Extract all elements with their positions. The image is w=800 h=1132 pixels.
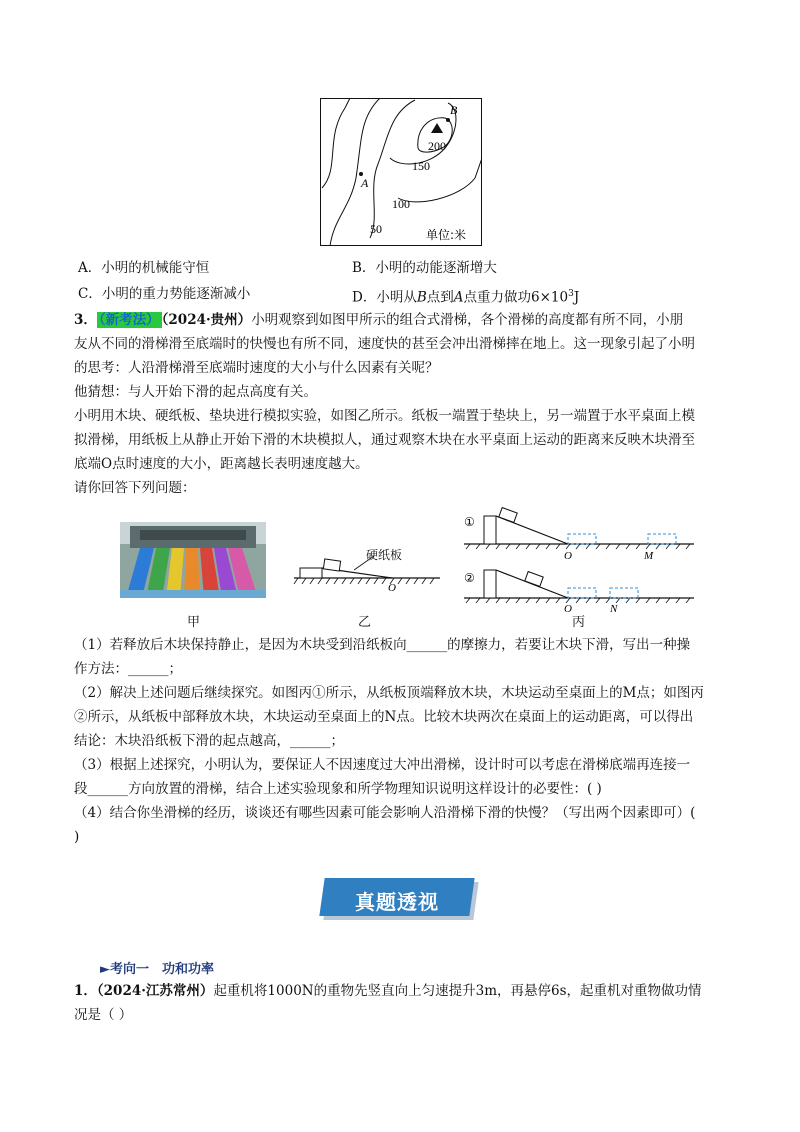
question-text: 小明观察到如图甲所示的组合式滑梯，各个滑梯的高度都有所不同，小朋: [251, 312, 684, 328]
figure-label-bing: 丙: [572, 615, 586, 630]
contour-label-150: 150: [412, 159, 430, 173]
question-3-line-8: 请你回答下列问题：: [74, 480, 196, 496]
figure-label-jia: 甲: [187, 615, 201, 630]
ramp-diagram-bing: [462, 506, 696, 612]
ramp-yi-o-label: O: [388, 582, 396, 594]
question-3-line-2: 友从不同的滑梯滑至底端时的快慢也有所不同，速度快的甚至会冲出滑梯摔在地上。这一现象引起了小明: [74, 336, 695, 352]
new-method-tag: （新考法）: [98, 312, 160, 328]
sub-question-4-line-1: （4）结合你坐滑梯的经历，谈谈还有哪些因素可能会影响人沿滑梯下滑的快慢？（写出两个因素即可）(: [74, 805, 696, 821]
contour-label-50: 50: [370, 222, 382, 236]
bing-label-1: ①: [464, 515, 475, 529]
option-b: B．小明的动能逐渐增大: [352, 260, 497, 276]
sub-question-2-line-2: ②所示，从纸板中部释放木块，木块运动至桌面上的N点。比较木块两次在桌面上的运动距离，可以得出: [74, 709, 694, 725]
bing-o-label-bottom: O: [564, 603, 572, 612]
question-3-line-5: 小明用木块、硬纸板、垫块进行模拟实验，如图乙所示。纸板一端置于垫块上，另一端置于水平桌面上模: [74, 408, 695, 424]
sub-question-2-line-3: 结论：木块沿纸板下滑的起点越高，______；: [74, 733, 344, 749]
sub-question-3-line-1: （3）根据上述探究，小明认为，要保证人不因速度过大冲出滑梯，设计时可以考虑在滑梯底端再连接一: [74, 757, 691, 773]
option-d-a: A: [453, 289, 464, 306]
sub-question-4-line-2: ): [74, 829, 80, 845]
question-source: （2024·贵州）: [161, 312, 252, 328]
question-3-line-7: 底端O点时速度的大小，距离越长表明速度越大。: [74, 456, 369, 472]
contour-map-figure: [320, 98, 482, 246]
question-3-line-6: 拟滑梯，用纸板上从静止开始下滑的木块模拟人，通过观察木块在水平桌面上运动的距离来反映木块滑至: [74, 432, 695, 448]
map-label-b: B: [450, 103, 458, 117]
option-a: A．小明的机械能守恒: [78, 260, 210, 276]
option-d-prefix: D．小明从: [352, 289, 417, 306]
question-1-line-1: [74, 981, 702, 1001]
slide-photo: [120, 522, 266, 598]
banner-title: 真题透视: [355, 890, 439, 914]
map-unit-label: 单位:米: [426, 228, 467, 242]
question-1-source: （2024·江苏常州）: [96, 983, 214, 999]
point-b-dot: [446, 118, 450, 122]
map-label-a: A: [361, 176, 369, 190]
option-d: [352, 284, 579, 308]
bing-label-2: ②: [464, 571, 475, 585]
question-1-line-2: 况是（ ）: [74, 1007, 133, 1023]
question-1-text: 起重机将1000N的重物先竖直向上匀速提升3m，再悬停6s，起重机对重物做功情: [213, 983, 702, 999]
bing-m-label: M: [644, 550, 654, 562]
sub-question-1-line-1: （1）若释放后木块保持静止，是因为木块受到沿纸板向______的摩擦力，若要让木块下滑，写出一种操: [74, 637, 691, 653]
question-3-line-1: [74, 310, 683, 330]
hard-board-label: 硬纸板: [366, 548, 403, 562]
option-c: C．小明的重力势能逐渐减小: [78, 286, 251, 302]
sub-question-3-line-2: 段______方向放置的滑梯，结合上述实验现象和所学物理知识说明这样设计的必要性：( ): [74, 781, 602, 797]
option-d-b: B: [416, 289, 427, 306]
question-3-line-3: 的思考：人沿滑梯滑至底端时速度的大小与什么因素有关呢？: [74, 360, 439, 376]
option-d-unit: J: [573, 289, 580, 306]
question-number: 3．: [74, 312, 97, 328]
contour-label-200: 200: [428, 139, 446, 153]
bing-n-label: N: [610, 603, 618, 612]
option-d-suffix: 点重力做功6×10: [463, 289, 569, 306]
bing-o-label-top: O: [564, 550, 572, 562]
contour-label-100: 100: [392, 197, 410, 211]
section-banner: [322, 876, 478, 922]
question-1-number: 1．: [74, 983, 97, 999]
option-d-exponent: 3: [568, 289, 574, 299]
section-heading: ►考向一 功和功率: [100, 962, 214, 977]
sub-question-1-line-2: 作方法：______；: [74, 661, 182, 677]
question-3-line-4: 他猜想：与人开始下滑的起点高度有关。: [74, 384, 317, 400]
sub-question-2-line-1: （2）解决上述问题后继续探究。如图丙①所示，从纸板顶端释放木块，木块运动至桌面上的M点；如图丙: [74, 685, 704, 701]
option-d-mid: 点到: [426, 289, 454, 306]
figure-label-yi: 乙: [358, 615, 372, 630]
